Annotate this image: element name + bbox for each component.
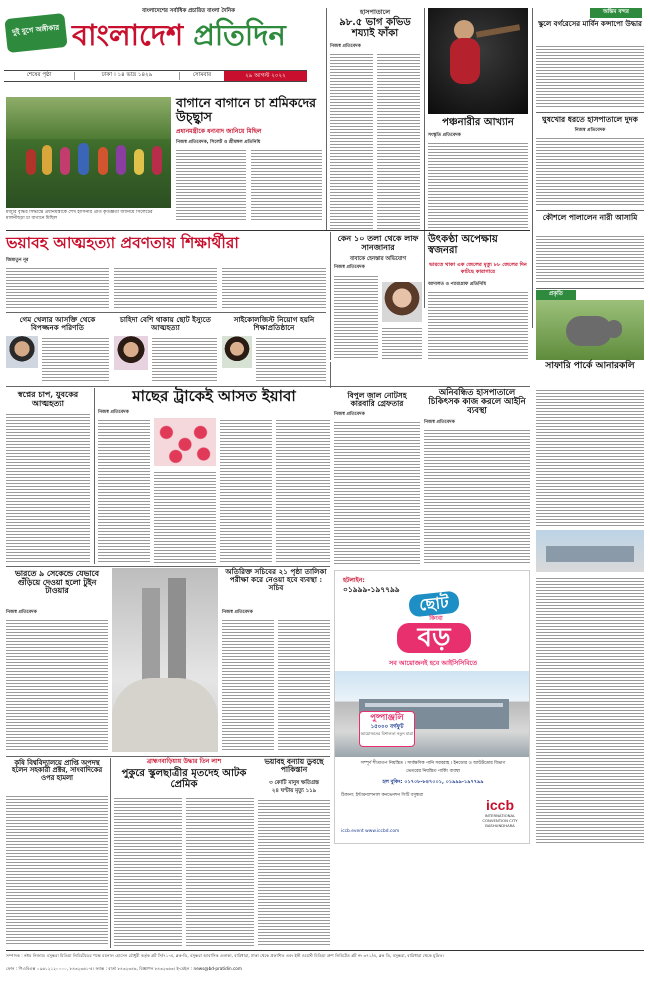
tea-garden-photo bbox=[6, 97, 171, 208]
sidebar-label: অন্তিম বন্দর bbox=[590, 8, 642, 18]
edition-label: শেষের পৃষ্ঠা bbox=[26, 72, 52, 79]
anniversary-badge bbox=[4, 13, 67, 53]
dance-body bbox=[428, 141, 528, 230]
iccb-logo bbox=[475, 797, 525, 837]
hospital-byline: নিজস্ব প্রতিবেদক bbox=[330, 44, 361, 49]
iccb-logo-line3: BASHUNDHARA bbox=[485, 823, 515, 829]
fake-note-body bbox=[334, 420, 420, 564]
hall-name: পুষ্পাঞ্জলি bbox=[370, 713, 404, 723]
masthead bbox=[4, 4, 307, 100]
ad-address: ঠিকানা: ইন্টারন্যাশনাল কনভেনশন সিটি বসুন্ধরা bbox=[341, 793, 424, 798]
want-body bbox=[152, 336, 217, 382]
badge-text: দুই যুগে অঙ্গীকার bbox=[11, 23, 60, 37]
yaba-body-col2 bbox=[154, 470, 216, 564]
airport-body bbox=[536, 576, 644, 844]
bribe-body bbox=[536, 136, 644, 206]
tower-headline: ভারতে ৯ সেকেন্ডে যেভাবে গুঁড়িয়ে দেওয়া হলো টুইন টাওয়ার bbox=[14, 569, 99, 596]
flood-sub1: ৩ কোটি মানুষ ক্ষতিগ্রস্ত bbox=[269, 780, 319, 786]
sanjana-body bbox=[334, 274, 378, 360]
agri-headline: কৃষি বিশ্ববিদ্যালয়ে প্রাপ্তি অপদস্থ হলেন সহকারী প্রক্টর, সাংবাদিকের ওপর হামলা bbox=[11, 759, 103, 782]
iccb-advertisement[interactable] bbox=[334, 570, 530, 844]
game-portrait-1 bbox=[6, 336, 38, 368]
agri-body bbox=[6, 794, 108, 946]
pond-body-col2 bbox=[186, 796, 254, 946]
footer-contact: ফোন : পিএবিএক্স ০৯৬১২১২০০০০, ৮৪৩২৩৬১-৫। ফ্যাক্স : বার্তা ৮৪৩২৩৪৬, বিজ্ঞাপন ৮৪৩২৩৬৩। ই-মেইল : news@bd-pratidin.com bbox=[6, 966, 242, 971]
tea-body-col1 bbox=[176, 148, 246, 220]
ad-facilities: সম্পূর্ণ শীতাতপ নিয়ন্ত্রিত । সার্বক্ষণিক পানি সরবরাহ । ইনডোর ও আউটডোর বিভাগ bbox=[360, 761, 506, 766]
unreg-byline: নিজস্ব প্রতিবেদক bbox=[424, 420, 455, 425]
safari-body bbox=[536, 388, 644, 526]
footer-imprint: সম্পাদক : নঈম নিজাম। বসুন্ধরা মিডিয়া লিমিটেডের পক্ষে ময়নাল হোসেন চৌধুরী কর্তৃক প্লট সি/৭১-এ, ব্লক-ডি, বসুন্ধরা আবাসিক এলাকা, বারিধারা, ঢাকা থেকে প্রকাশিত এবং ইস্ট ওয়েস্ট মিডিয়া গ্রুপ লিমিটেড প্লট নং ৩৭১/এ, ব্লক ডি, বসুন্ধরা, বারিধারা থেকে মুদ্রিত। bbox=[6, 953, 445, 958]
tea-byline: নিজস্ব প্রতিবেদক, সিলেট ও শ্রীমঙ্গল প্রতিনিধি bbox=[176, 140, 261, 145]
yaba-body-col3 bbox=[220, 418, 272, 564]
city-date: ঢাকা । ১৪ ভাদ্র ১৪২৯ bbox=[74, 72, 179, 80]
fake-note-byline: নিজস্ব প্রতিবেদক bbox=[334, 412, 365, 417]
waiting-headline: উৎকণ্ঠা অপেক্ষায় স্বজনরা bbox=[428, 234, 498, 256]
masthead-tagline: বাংলাদেশের সর্বাধিক প্রচারিত বাংলা দৈনিক bbox=[142, 8, 235, 14]
iccb-logo-mark: iccb bbox=[485, 797, 514, 813]
elephant-photo bbox=[536, 300, 644, 360]
masthead-title-part2: প্রতিদিন bbox=[193, 18, 286, 52]
pond-kicker: ব্রাহ্মণবাড়িয়ায় উদ্ধার তিন লাশ bbox=[146, 758, 222, 765]
sanjana-portrait bbox=[382, 282, 422, 322]
bribe-byline: নিজস্ব প্রতিবেদক bbox=[574, 128, 606, 133]
tea-photo-caption: মজুরি বৃদ্ধির সিদ্ধান্তে প্রধানমন্ত্রীকে শেখ হাসিনার প্রতি কৃতজ্ঞতা জানিয়ে সিলেটের মালনীছড়া চা বাগানে মিছিল bbox=[6, 210, 153, 222]
unreg-headline: অনিবন্ধিত হাসপাতালে চিকিৎসক কাজ করলে আইনি ব্যবস্থা bbox=[428, 387, 526, 416]
safari-headline: সাফারি পার্কে আনারকলি bbox=[545, 361, 635, 371]
sanjana-body-2 bbox=[382, 326, 422, 360]
list-byline: নিজস্ব প্রতিবেদক bbox=[222, 610, 253, 615]
ad-web[interactable]: iccb.event www.iccbd.com bbox=[341, 829, 400, 834]
flood-body bbox=[258, 798, 330, 946]
ad-slogan: সব আয়োজনই হবে আইসিসিবিতে bbox=[388, 659, 478, 667]
yaba-headline: মাছের ট্রাকেই আসত ইয়াবা bbox=[132, 387, 296, 405]
iccb-logo-line1: INTERNATIONAL bbox=[484, 813, 516, 818]
hospital-kicker: হাসপাতালে bbox=[359, 8, 391, 16]
hall-note: আয়োজনের বিশালতা নতুন মাত্রা bbox=[360, 731, 414, 737]
ad-parking: ভেতরের নিয়ন্ত্রিত পার্কিং ব্যবস্থা bbox=[405, 769, 460, 774]
school-side-body bbox=[536, 44, 644, 108]
pond-headline: পুকুরে স্কুলছাত্রীর মৃতদেহ আটক প্রেমিক bbox=[121, 768, 247, 790]
dream-body bbox=[6, 412, 90, 564]
suicide-headline: ভয়াবহ আত্মহত্যা প্রবণতায় শিক্ষার্থীরা bbox=[6, 233, 239, 252]
sanjana-headline: কেন ১০ তলা থেকে লাফ সানজানার bbox=[337, 233, 419, 252]
dance-byline: সংস্কৃতি প্রতিবেদক bbox=[428, 133, 461, 138]
ad-headline-small: ছোট bbox=[408, 590, 460, 617]
list-headline: অতিরিক্ত সচিবের ২১ পৃষ্ঠা তালিকা পরীক্ষা করে নেওয়া হবে ব্যবস্থা : সচিব bbox=[225, 567, 327, 592]
weekday: সোমবার bbox=[179, 72, 224, 80]
hall-badge bbox=[359, 711, 415, 747]
hospital-body-col2 bbox=[377, 52, 420, 230]
yaba-body-col1 bbox=[98, 418, 150, 564]
tower-demolition-photo bbox=[112, 568, 218, 752]
game-headline: গেম খেলার আসক্তি থেকে বিপজ্জনক পরিণতি bbox=[19, 315, 96, 332]
suicide-intro-col1 bbox=[6, 266, 109, 310]
waiting-body bbox=[428, 290, 528, 360]
yaba-byline: নিজস্ব প্রতিবেদক bbox=[98, 410, 129, 415]
school-side-headline: স্কুলে বর্গরেসের মার্বিন কন্সাপো উদ্ধার bbox=[538, 19, 642, 28]
psych-headline: সাইকোলজিস্ট নিয়োগ হয়নি শিক্ষাপ্রতিষ্ঠানে bbox=[233, 315, 315, 332]
tea-headline: বাগানে বাগানে চা শ্রমিকদের উচ্ছ্বাস bbox=[176, 95, 317, 124]
nature-label: প্রকৃতি bbox=[536, 290, 576, 300]
yaba-body-col4 bbox=[276, 418, 330, 564]
nari-body bbox=[536, 234, 644, 284]
waiting-sub: ভারতে থাকা এক জেলের মৃত্যু ৮৮ জেলের দিন কাটছে কারাগারে bbox=[429, 262, 527, 276]
suicide-intro-col2 bbox=[114, 266, 217, 310]
masthead-title-part1: বাংলাদেশ bbox=[72, 18, 184, 52]
dream-headline: স্বপ্নের চাপ, যুবকের আত্মহত্যা bbox=[17, 389, 79, 408]
unreg-body bbox=[424, 428, 530, 564]
tower-byline: নিজস্ব প্রতিবেদক bbox=[6, 610, 37, 615]
psych-body bbox=[256, 336, 326, 382]
game-body bbox=[42, 336, 109, 382]
ad-phones[interactable]: হল বুকিং: ০১৭০৮-৮৪৭০০১, ০১৯৯৯-১৯৭৭৯৯ bbox=[382, 779, 484, 785]
flood-sub2: ২৪ ঘণ্টায় মৃত্যু ১১৯ bbox=[271, 788, 317, 794]
sanjana-byline: নিজস্ব প্রতিবেদক bbox=[334, 265, 365, 270]
dateline-bar bbox=[4, 70, 307, 82]
hospital-headline: ৯৮.৫ ভাগ কভিড শয্যাই ফাঁকা bbox=[339, 17, 411, 39]
fake-note-headline: বিপুল জাল নোটসহ কারবারি গ্রেফতার bbox=[347, 391, 407, 409]
bribe-headline: ঘুষখোর ধরতে হাসপাতালে দুদক bbox=[542, 115, 638, 124]
date-badge: ২৯ আগস্ট ২০২২ bbox=[224, 71, 307, 81]
hall-size: ১৫০০০ বর্গফুট bbox=[370, 724, 404, 730]
want-headline: চাহিদা বেশি থাকায় ছোট ইস্যুতে আত্মহত্যা bbox=[119, 315, 212, 332]
waiting-byline: আদালত ও প্যারাগ্রাফ প্রতিনিধি bbox=[428, 282, 487, 287]
suicide-byline: জিন্নাতুন নূর bbox=[6, 258, 29, 263]
want-portrait bbox=[114, 336, 148, 370]
tea-body-col2 bbox=[251, 148, 322, 220]
dance-headline: পঞ্চনারীর আখ্যান bbox=[442, 117, 514, 128]
hospital-body-col1 bbox=[330, 52, 373, 230]
tower-body bbox=[6, 618, 108, 752]
tea-subhead: প্রধানমন্ত্রীকে ধন্যবাদ জানিয়ে মিছিল bbox=[176, 128, 262, 135]
psych-portrait bbox=[222, 336, 252, 368]
yaba-pills-photo bbox=[154, 418, 216, 466]
list-body-col2 bbox=[278, 618, 330, 752]
hotline-label: হটলাইন: bbox=[343, 577, 365, 584]
nari-headline: কৌশলে পালালেন নারী আসামি bbox=[542, 213, 638, 222]
ad-headline-mid: কিংবা bbox=[429, 615, 443, 622]
pond-body-col1 bbox=[114, 796, 182, 946]
hotline-number[interactable]: ০১৯৯৯-১৯৭৭৯৯ bbox=[343, 585, 400, 594]
airport-photo bbox=[536, 530, 644, 572]
suicide-intro-col3 bbox=[222, 266, 326, 310]
flood-headline: ভয়াবহ বন্যায় ডুবছে পাকিস্তান bbox=[264, 757, 324, 775]
iccb-logo-line2: CONVENTION CITY bbox=[482, 818, 518, 824]
sanjana-sub: বাবাকে হেনস্তার অভিযোগ bbox=[349, 256, 407, 262]
ad-headline-big: বড় bbox=[397, 623, 471, 653]
list-body-col1 bbox=[222, 618, 274, 752]
masthead-title bbox=[72, 17, 307, 53]
dance-photo bbox=[428, 8, 528, 114]
